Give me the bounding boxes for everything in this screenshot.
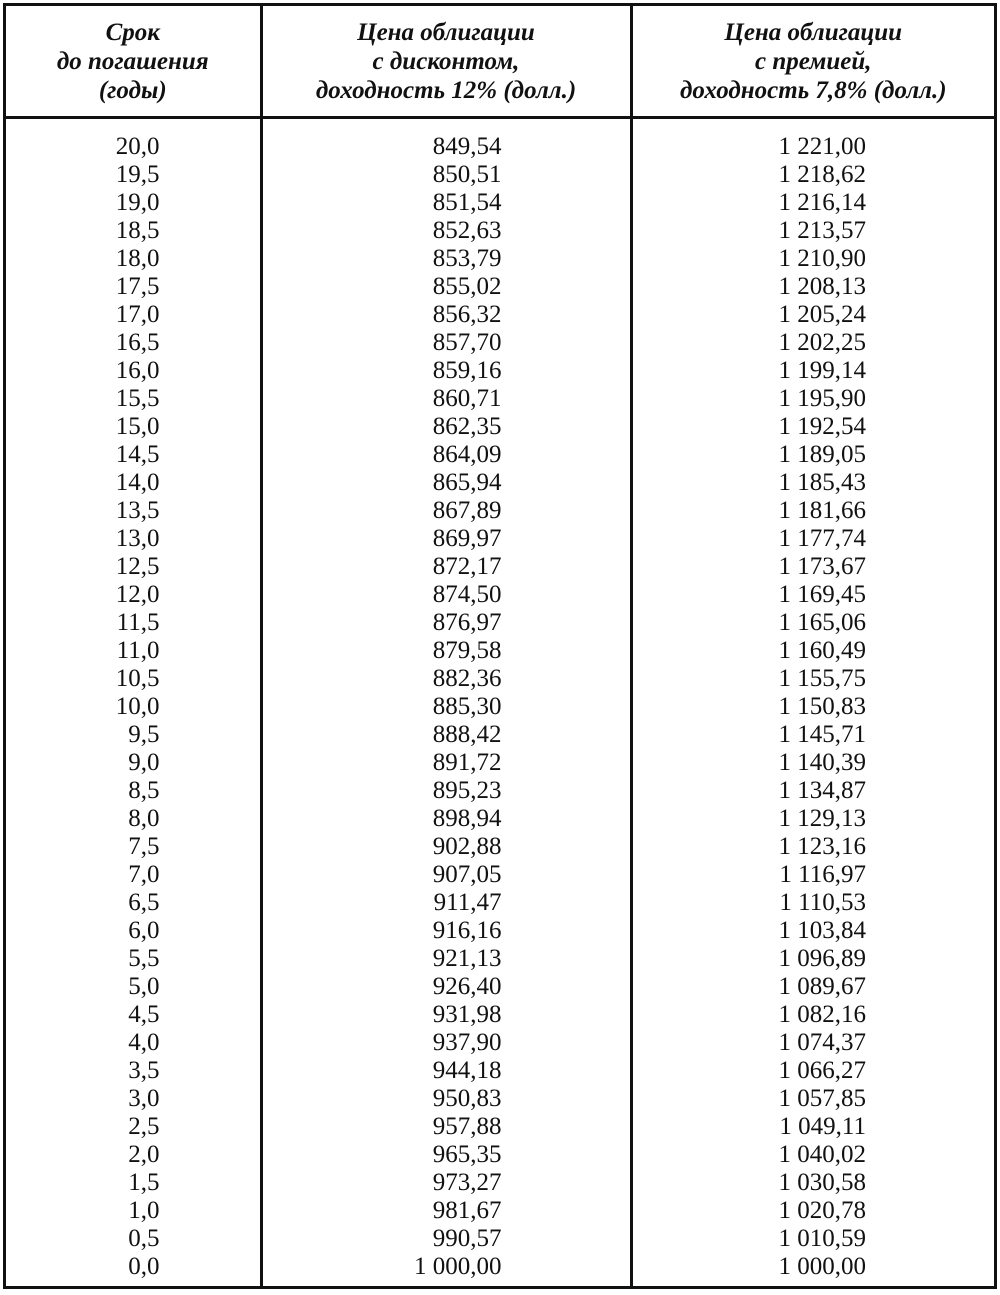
discount-price-cell: 853,79	[261, 245, 631, 273]
table-body	[6, 118, 994, 1287]
premium-price-cell: 1 089,67	[631, 973, 994, 1001]
term-cell: 10,0	[115, 693, 160, 720]
premium-price-cell: 1 199,14	[631, 357, 994, 385]
premium-price-cell: 1 165,06	[631, 609, 994, 637]
term-cell: 18,5	[115, 217, 160, 244]
discount-price-cell: 990,57	[261, 1225, 631, 1253]
table-row	[6, 1169, 994, 1197]
term-cell: 6,0	[128, 917, 160, 944]
table-row	[6, 581, 994, 609]
table-row	[6, 553, 994, 581]
premium-price-cell: 1 218,62	[631, 161, 994, 189]
table-row	[6, 1001, 994, 1029]
premium-price-cell: 1 030,58	[631, 1169, 994, 1197]
table-row	[6, 917, 994, 945]
premium-price-cell: 1 096,89	[631, 945, 994, 973]
table-row	[6, 1057, 994, 1085]
table-header	[6, 6, 994, 118]
term-cell: 5,5	[128, 945, 160, 972]
discount-price-cell: 921,13	[261, 945, 631, 973]
table-row	[6, 805, 994, 833]
term-cell: 14,5	[115, 441, 160, 468]
term-cell: 9,0	[128, 749, 160, 776]
premium-price-cell: 1 189,05	[631, 441, 994, 469]
term-cell: 6,5	[128, 889, 160, 916]
table-row	[6, 329, 994, 357]
table-row	[6, 1029, 994, 1057]
term-cell: 9,5	[128, 721, 160, 748]
term-cell: 3,0	[128, 1085, 160, 1112]
table-row	[6, 441, 994, 469]
discount-price-cell: 888,42	[261, 721, 631, 749]
premium-price-cell: 1 145,71	[631, 721, 994, 749]
discount-price-cell: 849,54	[261, 118, 631, 162]
term-cell: 18,0	[115, 245, 160, 272]
discount-price-cell: 944,18	[261, 1057, 631, 1085]
discount-price-cell: 862,35	[261, 413, 631, 441]
discount-price-cell: 937,90	[261, 1029, 631, 1057]
table-row	[6, 609, 994, 637]
premium-price-cell: 1 205,24	[631, 301, 994, 329]
discount-price-cell: 882,36	[261, 665, 631, 693]
discount-price-cell: 981,67	[261, 1197, 631, 1225]
term-cell: 0,5	[128, 1225, 160, 1252]
term-cell: 2,5	[128, 1113, 160, 1140]
discount-price-cell: 895,23	[261, 777, 631, 805]
term-cell: 14,0	[115, 469, 160, 496]
discount-price-cell: 1 000,00	[261, 1253, 631, 1281]
premium-price-cell: 1 155,75	[631, 665, 994, 693]
table-row	[6, 721, 994, 749]
bond-price-table-frame	[3, 3, 997, 1289]
discount-price-cell: 926,40	[261, 973, 631, 1001]
term-cell: 3,5	[128, 1057, 160, 1084]
discount-price-cell: 973,27	[261, 1169, 631, 1197]
table-spacer-row	[6, 1281, 994, 1286]
premium-price-cell: 1 010,59	[631, 1225, 994, 1253]
table-row	[6, 245, 994, 273]
term-cell: 16,5	[115, 329, 160, 356]
table-row	[6, 693, 994, 721]
term-cell: 12,0	[115, 581, 160, 608]
discount-price-cell: 885,30	[261, 693, 631, 721]
table-row	[6, 161, 994, 189]
term-cell: 7,5	[128, 833, 160, 860]
table-row	[6, 973, 994, 1001]
discount-price-cell: 902,88	[261, 833, 631, 861]
spacer-cell	[631, 1281, 994, 1286]
premium-price-cell: 1 049,11	[631, 1113, 994, 1141]
term-cell: 17,5	[115, 273, 160, 300]
table-row	[6, 525, 994, 553]
term-cell: 8,5	[128, 777, 160, 804]
term-cell: 10,5	[115, 665, 160, 692]
table-row	[6, 301, 994, 329]
table-row	[6, 749, 994, 777]
premium-price-cell: 1 150,83	[631, 693, 994, 721]
term-cell: 8,0	[128, 805, 160, 832]
premium-price-cell: 1 216,14	[631, 189, 994, 217]
term-cell: 0,0	[128, 1253, 160, 1280]
term-cell: 15,0	[115, 413, 160, 440]
premium-price-cell: 1 129,13	[631, 805, 994, 833]
term-cell: 19,0	[115, 189, 160, 216]
discount-price-cell: 874,50	[261, 581, 631, 609]
premium-price-cell: 1 208,13	[631, 273, 994, 301]
premium-price-cell: 1 057,85	[631, 1085, 994, 1113]
discount-price-cell: 876,97	[261, 609, 631, 637]
discount-price-cell: 957,88	[261, 1113, 631, 1141]
discount-price-cell: 852,63	[261, 217, 631, 245]
discount-price-cell: 898,94	[261, 805, 631, 833]
premium-price-cell: 1 020,78	[631, 1197, 994, 1225]
term-cell: 20,0	[115, 133, 160, 160]
term-cell: 11,5	[116, 609, 160, 636]
term-cell: 1,5	[128, 1169, 160, 1196]
premium-price-cell: 1 123,16	[631, 833, 994, 861]
discount-price-cell: 864,09	[261, 441, 631, 469]
discount-price-cell: 872,17	[261, 553, 631, 581]
table-row	[6, 189, 994, 217]
table-row	[6, 1225, 994, 1253]
discount-price-cell: 855,02	[261, 273, 631, 301]
table-row	[6, 861, 994, 889]
table-row	[6, 637, 994, 665]
term-cell: 17,0	[115, 301, 160, 328]
term-cell: 1,0	[128, 1197, 160, 1224]
premium-price-cell: 1 066,27	[631, 1057, 994, 1085]
premium-price-cell: 1 210,90	[631, 245, 994, 273]
premium-price-cell: 1 116,97	[631, 861, 994, 889]
premium-price-cell: 1 074,37	[631, 1029, 994, 1057]
discount-price-cell: 865,94	[261, 469, 631, 497]
table-row	[6, 1085, 994, 1113]
discount-price-cell: 869,97	[261, 525, 631, 553]
header-term: Срок до погашения (годы)	[6, 6, 261, 118]
premium-price-cell: 1 181,66	[631, 497, 994, 525]
discount-price-cell: 907,05	[261, 861, 631, 889]
discount-price-cell: 879,58	[261, 637, 631, 665]
term-cell: 19,5	[115, 161, 160, 188]
premium-price-cell: 1 000,00	[631, 1253, 994, 1281]
term-cell: 5,0	[128, 973, 160, 1000]
term-cell: 4,5	[128, 1001, 160, 1028]
term-cell: 13,5	[115, 497, 160, 524]
discount-price-cell: 850,51	[261, 161, 631, 189]
premium-price-cell: 1 192,54	[631, 413, 994, 441]
premium-price-cell: 1 185,43	[631, 469, 994, 497]
premium-price-cell: 1 103,84	[631, 917, 994, 945]
term-cell: 4,0	[128, 1029, 160, 1056]
spacer-cell	[6, 1281, 261, 1286]
bond-price-table	[6, 6, 994, 1286]
table-row	[6, 118, 994, 162]
table-row	[6, 777, 994, 805]
table-row	[6, 889, 994, 917]
table-row	[6, 273, 994, 301]
discount-price-cell: 950,83	[261, 1085, 631, 1113]
table-row	[6, 385, 994, 413]
table-row	[6, 469, 994, 497]
term-cell: 7,0	[128, 861, 160, 888]
table-row	[6, 1141, 994, 1169]
premium-price-cell: 1 134,87	[631, 777, 994, 805]
premium-price-cell: 1 195,90	[631, 385, 994, 413]
discount-price-cell: 891,72	[261, 749, 631, 777]
premium-price-cell: 1 213,57	[631, 217, 994, 245]
header-discount-price: Цена облигации с дисконтом, доходность 12% (долл.)	[261, 6, 631, 118]
premium-price-cell: 1 110,53	[631, 889, 994, 917]
spacer-cell	[261, 1281, 631, 1286]
premium-price-cell: 1 140,39	[631, 749, 994, 777]
discount-price-cell: 856,32	[261, 301, 631, 329]
header-row	[6, 6, 994, 118]
discount-price-cell: 911,47	[261, 889, 631, 917]
table-row	[6, 1253, 994, 1281]
discount-price-cell: 931,98	[261, 1001, 631, 1029]
table-row	[6, 357, 994, 385]
discount-price-cell: 857,70	[261, 329, 631, 357]
table-row	[6, 497, 994, 525]
table-row	[6, 1113, 994, 1141]
table-row	[6, 217, 994, 245]
term-cell: 15,5	[115, 385, 160, 412]
discount-price-cell: 916,16	[261, 917, 631, 945]
discount-price-cell: 860,71	[261, 385, 631, 413]
table-row	[6, 945, 994, 973]
premium-price-cell: 1 177,74	[631, 525, 994, 553]
table-row	[6, 1197, 994, 1225]
term-cell: 11,0	[116, 637, 160, 664]
term-cell: 2,0	[128, 1141, 160, 1168]
table-row	[6, 665, 994, 693]
discount-price-cell: 867,89	[261, 497, 631, 525]
table-row	[6, 833, 994, 861]
term-cell: 12,5	[115, 553, 160, 580]
term-cell: 13,0	[115, 525, 160, 552]
header-premium-price: Цена облигации с премией, доходность 7,8% (долл.)	[631, 6, 994, 118]
premium-price-cell: 1 160,49	[631, 637, 994, 665]
discount-price-cell: 965,35	[261, 1141, 631, 1169]
premium-price-cell: 1 221,00	[631, 118, 994, 162]
premium-price-cell: 1 169,45	[631, 581, 994, 609]
discount-price-cell: 859,16	[261, 357, 631, 385]
premium-price-cell: 1 202,25	[631, 329, 994, 357]
premium-price-cell: 1 082,16	[631, 1001, 994, 1029]
table-row	[6, 413, 994, 441]
premium-price-cell: 1 040,02	[631, 1141, 994, 1169]
discount-price-cell: 851,54	[261, 189, 631, 217]
term-cell: 16,0	[115, 357, 160, 384]
premium-price-cell: 1 173,67	[631, 553, 994, 581]
